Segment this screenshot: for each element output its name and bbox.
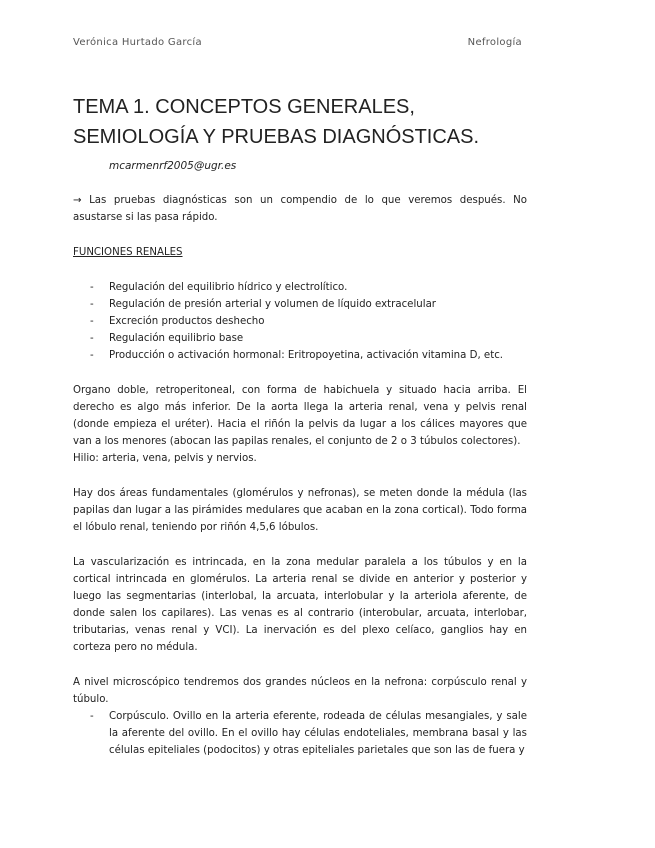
document-title: TEMA 1. CONCEPTOS GENERALES, SEMIOLOGÍA Y PRUEBAS DIAGNÓSTICAS. (73, 96, 480, 148)
list-item-text: Excreción productos deshecho (109, 316, 265, 327)
paragraph-areas: Hay dos áreas fundamentales (glomérulos y nefronas), se meten donde la médula (las papilas dan lugar a las pirámides medulares que acaban en la zona cortical). Todo forma el lóbulo renal, teniendo por riñón 4,5,6 lóbulos. (73, 488, 527, 533)
list-item-text: Regulación del equilibrio hídrico y electrolítico. (109, 282, 348, 293)
header-author: Verónica Hurtado García (73, 37, 202, 48)
dash-bullet: - (90, 350, 94, 361)
list-item-text: Producción o activación hormonal: Eritropoyetina, activación vitamina D, etc. (109, 350, 504, 361)
dash-bullet: - (90, 333, 94, 344)
dash-bullet: - (90, 316, 94, 327)
paragraph-anatomy: Organo doble, retroperitoneal, con forma de habichuela y situado hacia arriba. El derecho es algo más inferior. De la aorta llega la arteria renal, vena y pelvis renal (donde empieza el uréter). Hacia el riñón la pelvis da lugar a los cálices mayores que van a los menores (abocan las papilas renales, el conjunto de 2 o 3 túbulos colectores). (73, 385, 527, 447)
list-item (73, 296, 527, 313)
author-email: mcarmenrf2005@ugr.es (109, 160, 237, 172)
paragraph-hilio: Hilio: arteria, vena, pelvis y nervios. (73, 453, 257, 464)
header-subject: Nefrología (467, 37, 522, 48)
nefrona-list (73, 708, 527, 759)
list-item (73, 347, 527, 364)
page-header (73, 37, 522, 48)
list-item-text: Corpúsculo. Ovillo en la arteria eferente, rodeada de células mesangiales, y sale la aferente del ovillo. En el ovillo hay células endoteliales, membrana basal y las células epiteliales (podocitos) y otras epiteliales parietales que son las de fuera y (109, 711, 527, 756)
dash-bullet: - (90, 282, 94, 293)
list-item (73, 279, 527, 296)
intro-paragraph: → Las pruebas diagnósticas son un compendio de lo que veremos después. No asustarse si las pasa rápido. (73, 195, 527, 223)
list-item (73, 708, 527, 759)
list-item-text: Regulación equilibrio base (109, 333, 244, 344)
document-body (73, 192, 527, 759)
paragraph-microscopic: A nivel microscópico tendremos dos grandes núcleos en la nefrona: corpúsculo renal y túbulo. (73, 677, 527, 705)
section-heading-funciones-renales: FUNCIONES RENALES (73, 247, 183, 258)
functions-list (73, 279, 527, 364)
dash-bullet: - (90, 711, 94, 722)
list-item-text: Regulación de presión arterial y volumen de líquido extracelular (109, 299, 436, 310)
list-item (73, 330, 527, 347)
dash-bullet: - (90, 299, 94, 310)
paragraph-vascularization: La vascularización es intrincada, en la zona medular paralela a los túbulos y en la cortical intrincada en glomérulos. La arteria renal se divide en anterior y posterior y luego las segmentarias (interlobal, la arcuata, interlobular y la arteriola aferente, de donde salen los capilares). Las venas es al contrario (interobular, arcuata, interlobar, tributarias, venas renal y VCI). La inervación es del plexo celíaco, ganglios hay en corteza pero no médula. (73, 557, 527, 653)
list-item (73, 313, 527, 330)
